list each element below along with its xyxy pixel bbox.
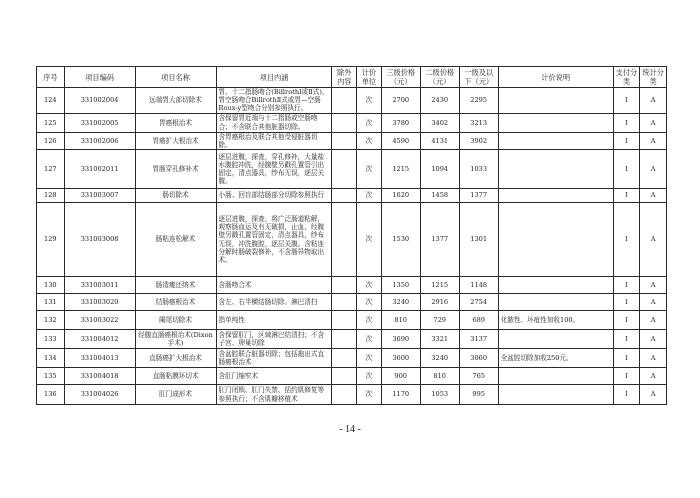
cell-price-level3: 1530 [381, 203, 420, 277]
cell-code: 331004012 [64, 330, 135, 349]
cell-payment-class: Ⅰ [613, 203, 640, 277]
table-body [37, 88, 667, 405]
cell-payment-class: Ⅰ [613, 385, 640, 405]
cell-content: 含胃癌根治及联合其他受侵脏器切除。 [216, 132, 332, 149]
cell-stat-class: A [640, 294, 667, 311]
cell-payment-class: Ⅰ [613, 349, 640, 368]
cell-price-level2: 3321 [420, 330, 459, 349]
header-excluded: 除外内容 [332, 67, 357, 88]
header-pricing-note: 计价说明 [498, 67, 613, 88]
cell-code: 331002004 [64, 88, 135, 114]
cell-payment-class: Ⅰ [613, 294, 640, 311]
table-row [37, 385, 667, 405]
cell-price-level2: 2916 [420, 294, 459, 311]
cell-name: 肠造瘘还纳术 [135, 277, 216, 294]
page-number: - 14 - [339, 424, 361, 435]
table-row [37, 189, 667, 203]
cell-content: 含保留肛门，区域淋巴结清扫；不含子宫、卵巢切除 [216, 330, 332, 349]
cell-index: 135 [37, 368, 65, 385]
cell-price-level1: 1033 [459, 150, 498, 189]
cell-excluded [332, 330, 357, 349]
table-row [37, 368, 667, 385]
cell-unit: 次 [357, 150, 382, 189]
table-row [37, 113, 667, 132]
cell-excluded [332, 203, 357, 277]
cell-price-level3: 2700 [381, 88, 420, 114]
cell-price-level1: 3060 [459, 349, 498, 368]
cell-price-level1: 995 [459, 385, 498, 405]
cell-price-level2: 810 [420, 368, 459, 385]
cell-unit: 次 [357, 277, 382, 294]
header-code: 项目编码 [64, 67, 135, 88]
cell-index: 128 [37, 189, 65, 203]
table-row [37, 150, 667, 189]
cell-price-level3: 1620 [381, 189, 420, 203]
cell-payment-class: Ⅰ [613, 368, 640, 385]
cell-index: 124 [37, 88, 65, 114]
cell-price-level2: 2430 [420, 88, 459, 114]
cell-stat-class: A [640, 385, 667, 405]
header-price-level1: 一级及以下（元） [459, 67, 498, 88]
cell-price-level2: 1377 [420, 203, 459, 277]
cell-pricing-note: 化脓性、坏疽性加收100。 [498, 311, 613, 330]
cell-index: 132 [37, 311, 65, 330]
cell-stat-class: A [640, 368, 667, 385]
cell-stat-class: A [640, 113, 667, 132]
table-row [37, 330, 667, 349]
cell-content: 逐层进腹，探查，穿孔修补，大量盐水腹腔冲洗，经腹壁另戳孔置管引出固定，清点器具，纱布无误，逐层关腹。 [216, 150, 332, 189]
cell-pricing-note [498, 203, 613, 277]
cell-name: 肠粘连松解术 [135, 203, 216, 277]
cell-price-level2: 4131 [420, 132, 459, 149]
cell-excluded [332, 113, 357, 132]
header-content: 项目内涵 [216, 67, 332, 88]
cell-excluded [332, 349, 357, 368]
cell-name: 经腹直肠癌根治术(Dixon 手术) [135, 330, 216, 349]
cell-unit: 次 [357, 294, 382, 311]
cell-stat-class: A [640, 88, 667, 114]
cell-payment-class: Ⅰ [613, 113, 640, 132]
cell-price-level1: 3902 [459, 132, 498, 149]
cell-unit: 次 [357, 203, 382, 277]
header-price-level3: 三级价格（元） [381, 67, 420, 88]
table-row [37, 277, 667, 294]
cell-price-level2: 729 [420, 311, 459, 330]
cell-name: 肛门成形术 [135, 385, 216, 405]
cell-price-level3: 4590 [381, 132, 420, 149]
cell-index: 134 [37, 349, 65, 368]
cell-name: 肠切除术 [135, 189, 216, 203]
cell-content: 含肠吻合术 [216, 277, 332, 294]
table-header-row [37, 67, 667, 88]
cell-payment-class: Ⅰ [613, 132, 640, 149]
cell-price-level3: 1215 [381, 150, 420, 189]
header-index: 序号 [37, 67, 65, 88]
cell-price-level1: 765 [459, 368, 498, 385]
cell-price-level3: 900 [381, 368, 420, 385]
cell-pricing-note [498, 385, 613, 405]
cell-unit: 次 [357, 88, 382, 114]
cell-unit: 次 [357, 349, 382, 368]
cell-content: 含肛门缩窄术 [216, 368, 332, 385]
cell-stat-class: A [640, 189, 667, 203]
cell-name: 结肠癌根治术 [135, 294, 216, 311]
cell-pricing-note [498, 132, 613, 149]
cell-name: 直肠癌扩大根治术 [135, 349, 216, 368]
cell-payment-class: Ⅰ [613, 189, 640, 203]
cell-content: 小肠、回盲部结肠部分切除参照执行 [216, 189, 332, 203]
table-row [37, 294, 667, 311]
cell-pricing-note: 全盆腔切除加收250元。 [498, 349, 613, 368]
cell-index: 129 [37, 203, 65, 277]
cell-content: 肛门闭锁、肛门失禁、括约肌修复等参照执行；不含肌瓣移植术 [216, 385, 332, 405]
cell-price-level2: 1053 [420, 385, 459, 405]
cell-excluded [332, 88, 357, 114]
cell-price-level3: 3600 [381, 349, 420, 368]
cell-pricing-note [498, 277, 613, 294]
cell-price-level3: 1170 [381, 385, 420, 405]
cell-content: 逐层进腹，探查，将广泛肠道粘解，观察肠血运及有无破损，止血，经腹壁另戳孔置管固定，清点器具，纱布无误，冲洗腹腔，逐层关腹。含粘连分解时肠破裂修补，不含肠异物取出术。 [216, 203, 332, 277]
cell-code: 331003011 [64, 277, 135, 294]
cell-index: 127 [37, 150, 65, 189]
cell-stat-class: A [640, 132, 667, 149]
header-payment-class: 支付分类 [613, 67, 640, 88]
cell-price-level2: 1215 [420, 277, 459, 294]
cell-price-level2: 1458 [420, 189, 459, 203]
cell-content: 指单纯性 [216, 311, 332, 330]
cell-index: 136 [37, 385, 65, 405]
fee-table [36, 66, 667, 405]
cell-price-level3: 810 [381, 311, 420, 330]
cell-excluded [332, 132, 357, 149]
cell-price-level2: 1094 [420, 150, 459, 189]
cell-price-level2: 3402 [420, 113, 459, 132]
cell-code: 331004013 [64, 349, 135, 368]
cell-code: 331003007 [64, 189, 135, 203]
cell-payment-class: Ⅰ [613, 150, 640, 189]
header-unit: 计价单位 [357, 67, 382, 88]
cell-price-level3: 3780 [381, 113, 420, 132]
cell-pricing-note [498, 150, 613, 189]
cell-price-level1: 1301 [459, 203, 498, 277]
cell-payment-class: Ⅰ [613, 88, 640, 114]
cell-name: 胃癌根治术 [135, 113, 216, 132]
cell-unit: 次 [357, 330, 382, 349]
cell-stat-class: A [640, 150, 667, 189]
cell-payment-class: Ⅰ [613, 330, 640, 349]
cell-unit: 次 [357, 113, 382, 132]
cell-content: 含保留胃近端与十二指肠或空肠吻合；不含联合其他脏器切除。 [216, 113, 332, 132]
cell-price-level1: 3213 [459, 113, 498, 132]
cell-content: 含盆腔联合脏器切除；包括拖出式直肠癌根治术 [216, 349, 332, 368]
cell-unit: 次 [357, 368, 382, 385]
cell-code: 331003020 [64, 294, 135, 311]
cell-code: 331003022 [64, 311, 135, 330]
cell-code: 331004026 [64, 385, 135, 405]
cell-price-level1: 2754 [459, 294, 498, 311]
cell-index: 131 [37, 294, 65, 311]
cell-price-level1: 2295 [459, 88, 498, 114]
cell-excluded [332, 311, 357, 330]
cell-name: 胃肠穿孔修补术 [135, 150, 216, 189]
table-row [37, 88, 667, 114]
cell-price-level1: 1148 [459, 277, 498, 294]
cell-content: 胃、十二指肠吻合(BillrothⅠ或Ⅱ式)、胃空肠吻合BillrothⅡ式或胃—空肠Roux-y型吻合分别参照执行。 [216, 88, 332, 114]
table-row [37, 203, 667, 277]
cell-pricing-note [498, 189, 613, 203]
cell-code: 331002011 [64, 150, 135, 189]
cell-pricing-note [498, 330, 613, 349]
cell-price-level3: 1350 [381, 277, 420, 294]
cell-unit: 次 [357, 311, 382, 330]
table-row [37, 311, 667, 330]
cell-payment-class: Ⅰ [613, 311, 640, 330]
header-price-level2: 二级价格（元） [420, 67, 459, 88]
cell-price-level3: 3690 [381, 330, 420, 349]
cell-unit: 次 [357, 189, 382, 203]
table-row [37, 349, 667, 368]
cell-price-level2: 3240 [420, 349, 459, 368]
cell-content: 含左、右半横结肠切除、淋巴清扫 [216, 294, 332, 311]
cell-name: 阑尾切除术 [135, 311, 216, 330]
cell-payment-class: Ⅰ [613, 277, 640, 294]
table-row [37, 132, 667, 149]
cell-price-level1: 689 [459, 311, 498, 330]
cell-index: 130 [37, 277, 65, 294]
cell-stat-class: A [640, 311, 667, 330]
cell-price-level1: 3137 [459, 330, 498, 349]
cell-pricing-note [498, 88, 613, 114]
cell-index: 125 [37, 113, 65, 132]
cell-index: 126 [37, 132, 65, 149]
header-name: 项目名称 [135, 67, 216, 88]
cell-unit: 次 [357, 385, 382, 405]
cell-excluded [332, 150, 357, 189]
cell-index: 133 [37, 330, 65, 349]
cell-name: 远端胃大部切除术 [135, 88, 216, 114]
cell-excluded [332, 189, 357, 203]
cell-price-level3: 3240 [381, 294, 420, 311]
cell-pricing-note [498, 113, 613, 132]
cell-stat-class: A [640, 203, 667, 277]
cell-code: 331003008 [64, 203, 135, 277]
cell-excluded [332, 277, 357, 294]
cell-stat-class: A [640, 330, 667, 349]
cell-name: 直肠粘膜环切术 [135, 368, 216, 385]
cell-stat-class: A [640, 277, 667, 294]
cell-unit: 次 [357, 132, 382, 149]
cell-excluded [332, 385, 357, 405]
cell-pricing-note [498, 294, 613, 311]
cell-code: 331002006 [64, 132, 135, 149]
cell-excluded [332, 294, 357, 311]
cell-pricing-note [498, 368, 613, 385]
cell-code: 331002005 [64, 113, 135, 132]
cell-stat-class: A [640, 349, 667, 368]
cell-code: 331004018 [64, 368, 135, 385]
header-stat-class: 统计分类 [640, 67, 667, 88]
cell-price-level1: 1377 [459, 189, 498, 203]
cell-name: 胃癌扩大根治术 [135, 132, 216, 149]
cell-excluded [332, 368, 357, 385]
